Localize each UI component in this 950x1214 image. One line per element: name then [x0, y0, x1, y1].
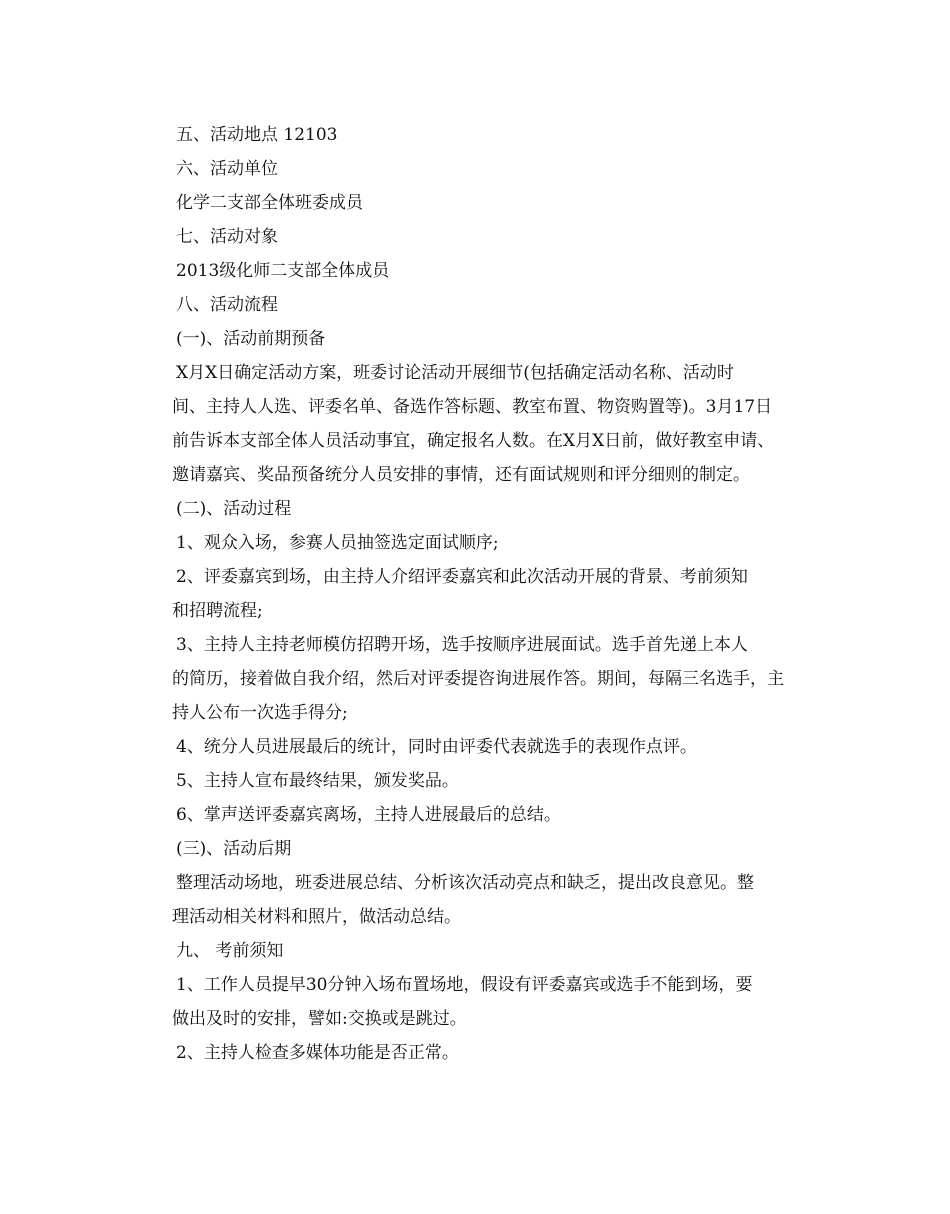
prep-line-3: 前告诉本支部全体人员活动事宜，确定报名人数。在X月X日前，做好教室申请、 — [172, 431, 775, 451]
step3-line-2: 的简历，接着做自我介绍，然后对评委提咨询进展作答。期间，每隔三名选手，主 — [172, 669, 784, 689]
prep-line-1: X月X日确定活动方案，班委讨论活动开展细节(包括确定活动名称、活动时 — [176, 363, 734, 383]
step3-line-3: 持人公布一次选手得分; — [172, 703, 348, 723]
subsection-after-heading: (三)、活动后期 — [176, 839, 292, 859]
after-line-1: 整理活动场地，班委进展总结、分析该次活动亮点和缺乏，提出改良意见。整 — [176, 873, 754, 893]
subsection-prep-heading: (一)、活动前期预备 — [176, 329, 326, 349]
after-paragraph — [174, 866, 816, 934]
note-2: 2、主持人检查多媒体功能是否正常。 — [176, 1043, 459, 1063]
process-step-5: 5、主持人宣布最终结果，颁发奖品。 — [176, 771, 459, 791]
after-line-2: 理活动相关材料和照片，做活动总结。 — [172, 907, 461, 927]
note-1 — [174, 968, 816, 1036]
process-step-6: 6、掌声送评委嘉宾离场，主持人进展最后的总结。 — [176, 805, 561, 825]
process-step-2 — [174, 560, 816, 628]
section-audience-heading: 七、活动对象 — [176, 227, 278, 247]
process-step-3 — [174, 628, 816, 730]
process-step-4: 4、统分人员进展最后的统计，同时由评委代表就选手的表现作点评。 — [176, 737, 697, 757]
section-process-heading: 八、活动流程 — [176, 295, 278, 315]
note1-line-1: 1、工作人员提早30分钟入场布置场地，假设有评委嘉宾或选手不能到场，要 — [176, 975, 753, 995]
audience-text: 2013级化师二支部全体成员 — [176, 261, 390, 281]
organizer-text: 化学二支部全体班委成员 — [176, 193, 363, 213]
subsection-process-heading: (二)、活动过程 — [176, 499, 292, 519]
section-organizer-heading: 六、活动单位 — [176, 159, 278, 179]
prep-paragraph — [174, 356, 816, 492]
section-notes-heading: 九、 考前须知 — [176, 941, 284, 961]
step2-line-2: 和招聘流程; — [172, 601, 263, 621]
step3-line-1: 3、主持人主持老师模仿招聘开场，选手按顺序进展面试。选手首先递上本人 — [176, 635, 748, 655]
prep-line-4: 邀请嘉宾、奖品预备统分人员安排的事情，还有面试规则和评分细则的制定。 — [172, 465, 750, 485]
step2-line-1: 2、评委嘉宾到场，由主持人介绍评委嘉宾和此次活动开展的背景、考前须知 — [176, 567, 748, 587]
section-venue: 五、活动地点 12103 — [176, 125, 338, 145]
prep-line-2: 间、主持人人选、评委名单、备选作答标题、教室布置、物资购置等)。3月17日 — [172, 397, 773, 417]
note1-line-2: 做出及时的安排，譬如:交换或是跳过。 — [172, 1009, 467, 1029]
process-step-1: 1、观众入场，参赛人员抽签选定面试顺序; — [176, 533, 499, 553]
document-page — [172, 118, 816, 1070]
